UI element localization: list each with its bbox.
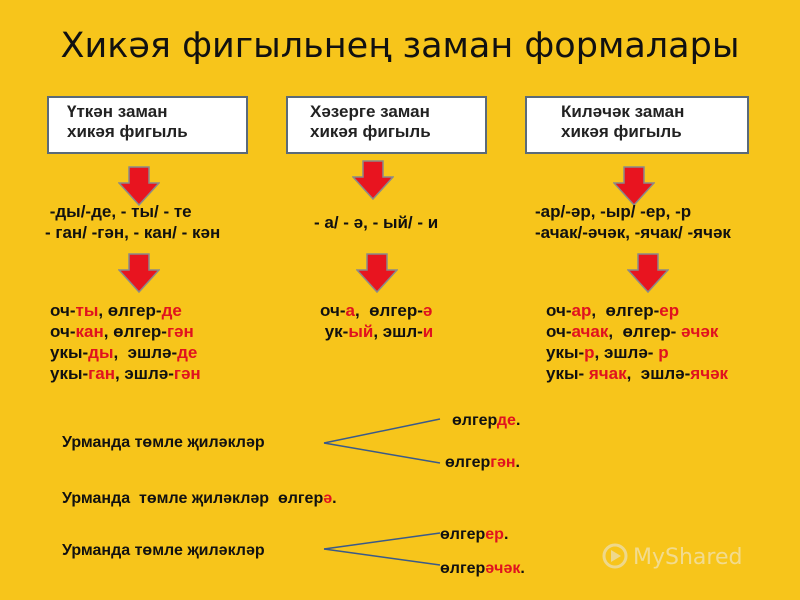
- example-line: [546, 321, 728, 342]
- example-line: [50, 342, 201, 363]
- present-tense-suffixes: [314, 212, 438, 233]
- word-part: .: [520, 560, 525, 577]
- suffix-highlight: ер: [659, 301, 680, 320]
- word-part: Урманда төмле җиләкләр өлгер: [62, 490, 324, 507]
- example-line: [50, 363, 201, 384]
- past-tense-suffixes: [45, 201, 220, 243]
- suffix-highlight: р: [584, 343, 595, 362]
- sentence-1: Урманда төмле җиләкләр: [62, 434, 265, 451]
- word-part: өлгер: [440, 560, 486, 577]
- future-tense-box: [525, 96, 749, 154]
- word-part: , эшлә-: [594, 343, 659, 362]
- word-part: укы-: [546, 343, 585, 362]
- down-arrow-icon: [352, 160, 394, 200]
- watermark-logo: [597, 536, 767, 576]
- suffix-highlight: ә: [323, 490, 333, 507]
- example-line: [50, 321, 201, 342]
- word-part: өлгер: [445, 454, 491, 471]
- word-part: оч-: [50, 322, 76, 341]
- word-part: , өлгер-: [98, 301, 162, 320]
- word-part: өлгер: [452, 412, 497, 429]
- word-part: .: [515, 412, 521, 429]
- example-line: [546, 363, 728, 384]
- down-arrow-icon: [118, 166, 160, 206]
- example-line: [546, 300, 728, 321]
- suffix-highlight: и: [422, 322, 434, 341]
- past-tense-box: [47, 96, 248, 154]
- word-part: , өлгер-: [608, 322, 682, 341]
- sentence-3-ending-1: [440, 526, 508, 544]
- word-part: .: [503, 526, 509, 543]
- sentence-1-ending-1: [452, 412, 520, 430]
- future-tense-box-line-2: хикәя фигыль: [561, 122, 682, 141]
- down-arrow-icon: [118, 253, 160, 293]
- future-tense-box-line-1: Киләчәк заман: [561, 102, 685, 121]
- suffix-highlight: де: [177, 343, 198, 362]
- example-line: [50, 300, 201, 321]
- word-part: , эшлә-: [114, 364, 174, 383]
- suffix-highlight: ый: [348, 322, 374, 341]
- sentence-2: [62, 490, 337, 508]
- sentence-1-ending-2: [445, 454, 520, 472]
- watermark-icon: [597, 536, 767, 576]
- watermark-text: MyShared: [633, 545, 743, 570]
- past-tense-box-line-1: Үткән заман: [67, 102, 168, 121]
- suffix-highlight: де: [496, 412, 516, 429]
- word-part: , эшлә-: [113, 343, 178, 362]
- suffix-highlight: ячак: [588, 364, 627, 383]
- suffix-highlight: ә: [422, 301, 433, 320]
- past-tense-examples: [50, 300, 201, 384]
- word-part: .: [332, 490, 337, 507]
- word-part: өлгер: [440, 526, 486, 543]
- suffix-highlight: әчәк: [485, 560, 521, 577]
- down-arrow-icon: [613, 166, 655, 206]
- word-part: , өлгер-: [591, 301, 660, 320]
- example-line: [320, 300, 433, 321]
- suffix-highlight: гән: [166, 322, 194, 341]
- suffix-highlight: ды: [88, 343, 114, 362]
- suffix-line: -ды/-де, - ты/ - те: [45, 202, 192, 221]
- present-tense-box: [286, 96, 487, 154]
- word-part: .: [515, 454, 520, 471]
- suffix-highlight: ячәк: [690, 364, 729, 383]
- future-tense-examples: [546, 300, 728, 384]
- down-arrow-icon: [627, 253, 669, 293]
- suffix-highlight: ган: [88, 364, 115, 383]
- word-part: укы-: [546, 364, 589, 383]
- suffix-line: - а/ - ә, - ый/ - и: [314, 213, 439, 232]
- suffix-highlight: кан: [75, 322, 104, 341]
- suffix-highlight: р: [658, 343, 669, 362]
- word-part: оч-: [320, 301, 346, 320]
- suffix-highlight: ачак: [571, 322, 609, 341]
- word-part: , өлгер-: [354, 301, 423, 320]
- suffix-line: -ар/-әр, -ыр/ -ер, -р: [535, 202, 692, 221]
- sentence-3-ending-2: [440, 560, 525, 578]
- present-tense-box-line-2: хикәя фигыль: [310, 122, 431, 141]
- future-tense-suffixes: [535, 201, 731, 243]
- word-part: , эшл-: [373, 322, 423, 341]
- word-part: , өлгер-: [103, 322, 167, 341]
- page-title: Хикәя фигыльнең заман формалары: [60, 26, 740, 66]
- suffix-highlight: ты: [75, 301, 99, 320]
- word-part: укы-: [50, 343, 89, 362]
- word-part: , эшлә-: [626, 364, 691, 383]
- word-part: оч-: [546, 322, 572, 341]
- suffix-highlight: а: [345, 301, 355, 320]
- down-arrow-icon: [356, 253, 398, 293]
- suffix-line: -ачак/-әчәк, -ячак/ -ячәк: [535, 223, 731, 242]
- branch-lines: [322, 416, 442, 466]
- word-part: ук-: [320, 322, 349, 341]
- suffix-highlight: ар: [571, 301, 592, 320]
- word-part: оч-: [546, 301, 572, 320]
- past-tense-box-line-2: хикәя фигыль: [67, 122, 188, 141]
- sentence-3: Урманда төмле җиләкләр: [62, 542, 265, 559]
- word-part: укы-: [50, 364, 89, 383]
- suffix-highlight: әчәк: [681, 322, 719, 341]
- word-part: оч-: [50, 301, 76, 320]
- example-line: [546, 342, 728, 363]
- suffix-highlight: де: [161, 301, 182, 320]
- suffix-highlight: гән: [173, 364, 201, 383]
- suffix-highlight: гән: [490, 454, 516, 471]
- present-tense-box-line-1: Хәзерге заман: [310, 102, 430, 121]
- example-line: [320, 321, 433, 342]
- present-tense-examples: [320, 300, 433, 342]
- branch-lines: [322, 524, 442, 574]
- suffix-highlight: ер: [485, 526, 504, 543]
- suffix-line: - ган/ -гән, - кан/ - кән: [45, 223, 221, 242]
